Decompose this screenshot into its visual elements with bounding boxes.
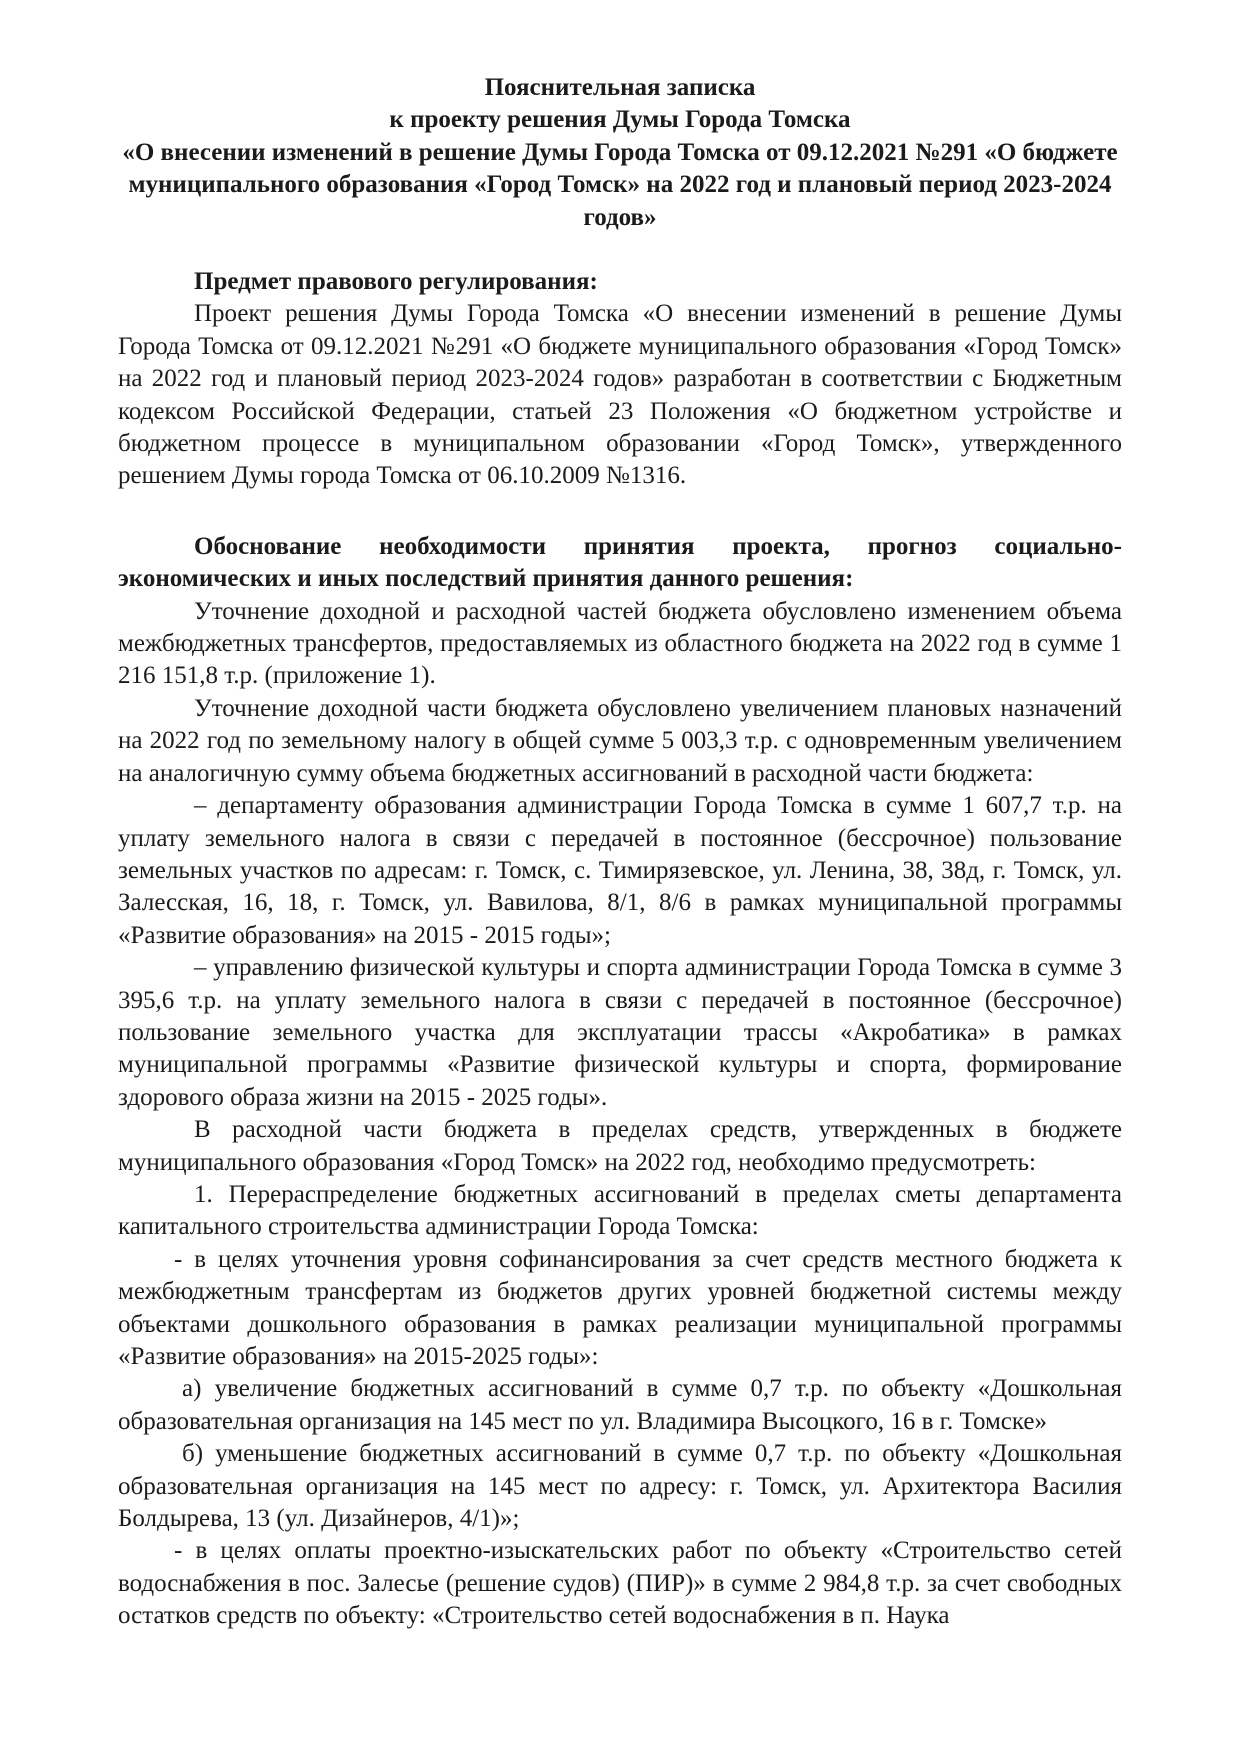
paragraph-land-tax: Уточнение доходной части бюджета обусловлено увеличением плановых назначений на 2022 год по земельному налогу в общей сумме 5 003,3 т.р. с одновременным увеличением на аналогичную сумму объема бюджетных ассигнований в расходной части бюджета: (118, 694, 1122, 787)
sub-item-a: а) увеличение бюджетных ассигнований в сумме 0,7 т.р. по объекту «Дошкольная образовательная организация на 145 мест по ул. Владимира Высоцкого, 16 в г. Томске» (118, 1375, 1122, 1435)
paragraph-expenditure: В расходной части бюджета в пределах средств, утвержденных в бюджете муниципального образования «Город Томск» на 2022 год, необходимо предусмотреть: (118, 1116, 1122, 1176)
sub-item-b: б) уменьшение бюджетных ассигнований в сумме 0,7 т.р. по объекту «Дошкольная образовательная организация на 145 мест по адресу: г. Томск, ул. Архитектора Василия Болдырева, 13 (ул. Дизайнеров, 4/1)»; (118, 1440, 1122, 1533)
title-line-2: к проекту решения Думы Города Томска (389, 106, 851, 134)
subject-paragraph: Проект решения Думы Города Томска «О внесении изменений в решение Думы Города Томска от 09.12.2021 №291 «О бюджете муниципального образования «Город Томск» на 2022 год и плановый период 2023-2024 годов» разработан в соответствии с Бюджетным кодексом Российской Федерации, статьей 23 Положения «О бюджетном устройстве и бюджетном процессе в муниципальном образовании «Город Томск», утвержденного решением Думы города Томска от 06.10.2009 №1316. (118, 300, 1122, 490)
title-line-1: Пояснительная записка (484, 74, 756, 101)
subject-heading: Предмет правового регулирования: (194, 268, 598, 295)
list-item-sport: – управлению физической культуры и спорта администрации Города Томска в сумме 3 395,6 т.р. на уплату земельного налога в связи с передачей в постоянное (бессрочное) пользование земельного участка для эксплуатации трассы «Акробатика» в рамках муниципальной программы «Развитие физической культуры и спорта, формирование здорового образа жизни на 2015 - 2025 годы». (118, 954, 1122, 1111)
section-gap (118, 493, 1122, 531)
paragraph-redistribution: 1. Перераспределение бюджетных ассигнований в пределах сметы департамента капитального строительства администрации Города Томска: (118, 1180, 1122, 1241)
document-title (0, 72, 1240, 234)
paragraph-transfers: Уточнение доходной и расходной частей бюджета обусловлено изменением объема межбюджетных трансфертов, предоставляемых из областного бюджета на 2022 год в сумме 1 216 151,8 т.р. (приложение 1). (118, 597, 1122, 690)
list-item-cofinancing: - в целях уточнения уровня софинансирования за счет средств местного бюджета к межбюджетным трансфертам из бюджетов других уровней бюджетной системы между объектами дошкольного образования в рамках реализации муниципальной программы «Развитие образования» на 2015-2025 годы»: (118, 1245, 1122, 1370)
rationale-heading: Обоснование необходимости принятия проекта, прогноз социально-экономических и иных последствий принятия данного решения: (118, 532, 1122, 593)
list-item-education: – департаменту образования администрации Города Томска в сумме 1 607,7 т.р. на уплату земельного налога в связи с передачей в постоянное (бессрочное) пользование земельных участков по адресам: г. Томск, с. Тимирязевское, ул. Ленина, 38, 38д, г. Томск, ул. Залесская, 16, 18, г. Томск, ул. Вавилова, 8/1, 8/6 в рамках муниципальной программы «Развитие образования» на 2015 - 2015 годы»; (118, 792, 1122, 949)
list-item-water-supply: - в целях оплаты проектно-изыскательских работ по объекту «Строительство сетей водоснабжения в пос. Залесье (решение судов) (ПИР)» в сумме 2 984,8 т.р. за счет свободных остатков средств по объекту: «Строительство сетей водоснабжения в п. Наука (118, 1537, 1122, 1630)
document-body (118, 266, 1122, 1633)
title-line-3: «О внесении изменений в решение Думы Города Томска от 09.12.2021 №291 «О бюджете муниципального образования «Город Томск» на 2022 год и плановый период 2023-2024 годов» (122, 138, 1118, 231)
